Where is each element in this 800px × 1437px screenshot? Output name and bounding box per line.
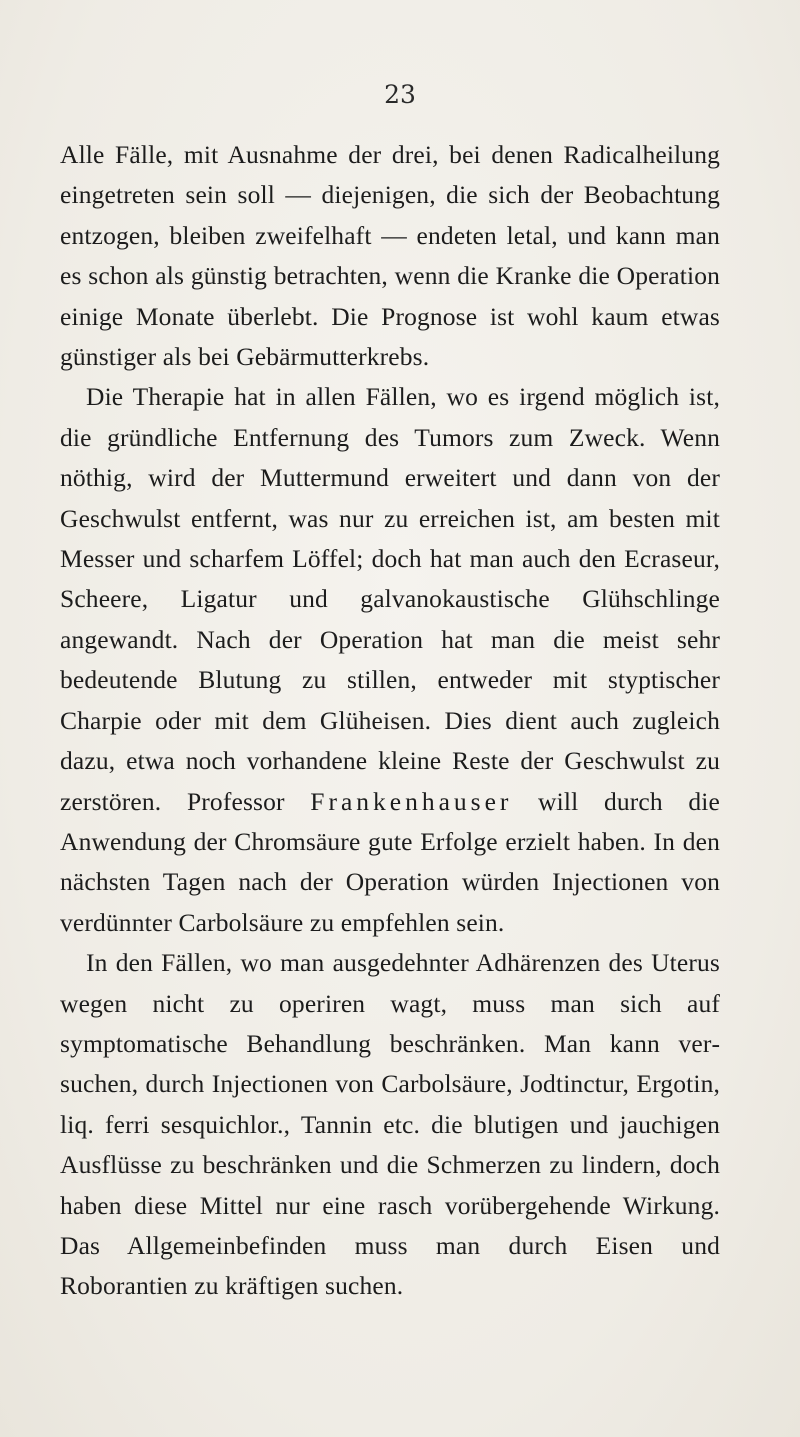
paragraph-therapy bbox=[60, 377, 720, 943]
therapy-text-start: Die Therapie hat in allen Fällen, wo es irgend möglich ist, die gründliche Entfernung des Tumors zum Zweck. Wenn nöthig, wird der Muttermund erweitert und dann von der Geschwulst entfernt, was nur zu erreichen ist, am besten mit Messer und scharfem Löffel; doch hat man auch den Ecraseur, Scheere, Ligatur und galvanokaustische Glühschlinge angewandt. Nach der Operation hat man die meist sehr bedeutende Blutung zu stillen, entweder mit styptischer Charpie oder mit dem Glüheisen. Dies dient auch zugleich dazu, etwa noch vorhandene kleine Reste der Geschwulst zu zerstören. Professor bbox=[60, 382, 720, 816]
page-number: 23 bbox=[384, 80, 416, 109]
paragraph-prognosis: Alle Fälle, mit Ausnahme der drei, bei denen Radicalheilung eingetreten sein soll — diejenigen, die sich der Beobachtung entzogen, bleiben zweifelhaft — endeten letal, und kann man es schon als günstig betrachten, wenn die Kranke die Operation einige Monate überlebt. Die Prognose ist wohl kaum etwas günstiger als bei Gebärmutterkrebs. bbox=[60, 140, 720, 372]
therapy-text-end: will durch die Anwendung der Chromsäure gute Erfolge erzielt haben. In den nächsten Tagen nach der Operation würden Injectionen von verdünnter Carbolsäure zu empfehlen sein. bbox=[60, 786, 721, 937]
author-name-frankenhauser: Frankenhauser bbox=[310, 786, 513, 816]
paragraph-symptomatic-treatment: In den Fällen, wo man ausgedehnter Adhärenzen des Uterus wegen nicht zu operiren wagt, muss man sich auf symptomatische Behandlung beschränken. Man kann versuchen, durch Injectionen von Carbolsäure, Jodtinctur, Ergotin, liq. ferri sesquichlor., Tannin etc. die blutigen und jauchigen Ausflüsse zu beschränken und die Schmerzen zu lindern, doch haben diese Mittel nur eine rasch vorübergehende Wirkung. Das Allgemeinbefinden muss man durch Eisen und Roborantien zu kräftigen suchen. bbox=[60, 948, 720, 1301]
body-text bbox=[60, 135, 720, 1307]
